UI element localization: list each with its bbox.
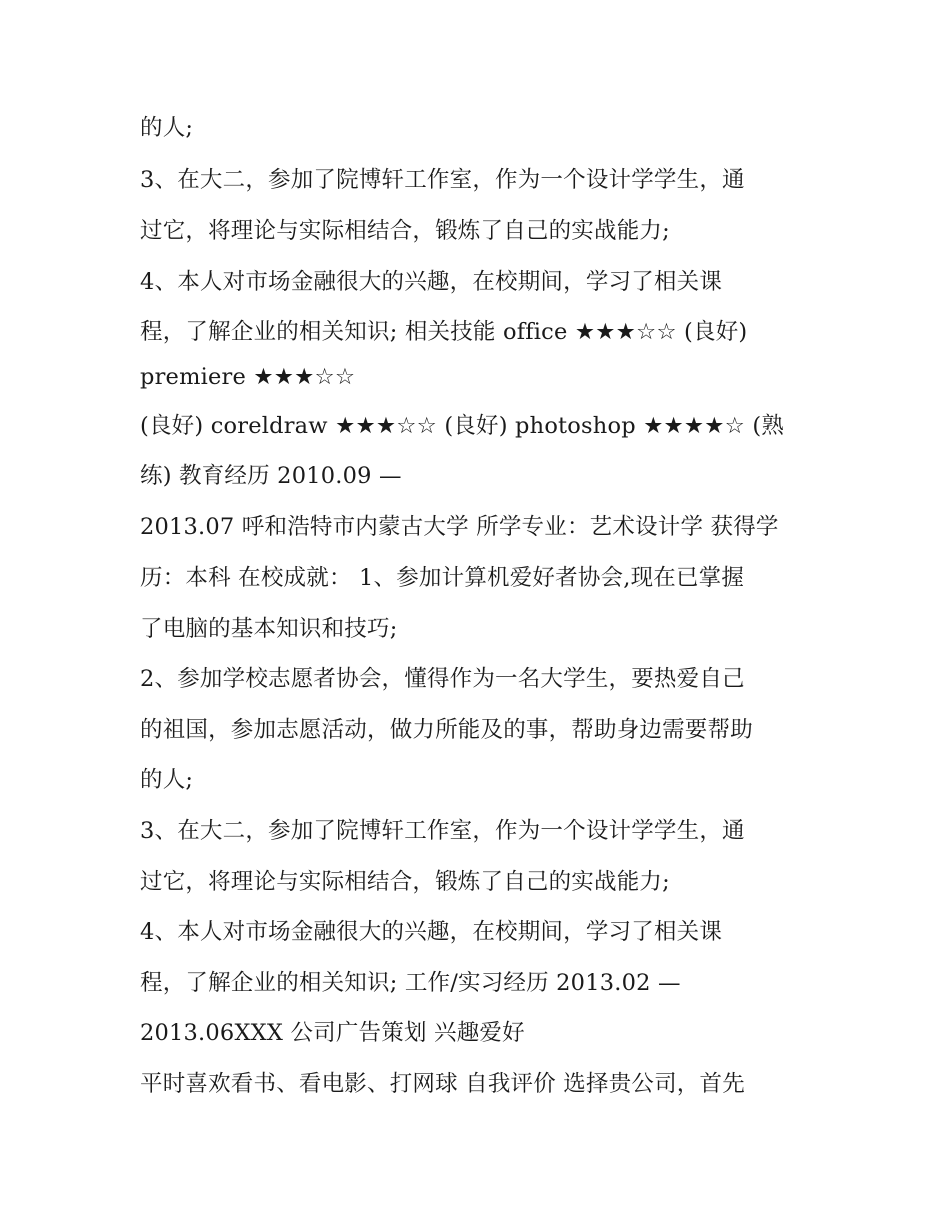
text-line-19: 2013.06XXX 公司广告策划 兴趣爱好 bbox=[140, 1020, 525, 1046]
text-line-3: 过它，将理论与实际相结合，锻炼了自己的实战能力; bbox=[140, 218, 670, 244]
text-line-8: 练) 教育经历 2010.09 — bbox=[140, 463, 402, 489]
text-line-11: 了电脑的基本知识和技巧; bbox=[140, 616, 398, 642]
text-line-5: 程，了解企业的相关知识; 相关技能 office ★★★☆☆ (良好) bbox=[140, 319, 748, 345]
text-line-6: premiere ★★★☆☆ bbox=[140, 364, 356, 390]
text-line-13: 的祖国，参加志愿活动，做力所能及的事，帮助身边需要帮助 bbox=[140, 717, 753, 743]
text-line-14: 的人; bbox=[140, 767, 194, 793]
text-line-17: 4、本人对市场金融很大的兴趣，在校期间，学习了相关课 bbox=[140, 919, 723, 945]
text-line-20: 平时喜欢看书、看电影、打网球 自我评价 选择贵公司，首先 bbox=[140, 1071, 745, 1097]
text-line-12: 2、参加学校志愿者协会，懂得作为一名大学生，要热爱自己 bbox=[140, 666, 745, 692]
text-line-2: 3、在大二，参加了院博轩工作室，作为一个设计学学生，通 bbox=[140, 167, 745, 193]
text-line-4: 4、本人对市场金融很大的兴趣，在校期间，学习了相关课 bbox=[140, 269, 723, 295]
text-line-15: 3、在大二，参加了院博轩工作室，作为一个设计学学生，通 bbox=[140, 818, 745, 844]
text-line-10: 历：本科 在校成就： 1、参加计算机爱好者协会,现在已掌握 bbox=[140, 565, 745, 591]
text-line-1: 的人; bbox=[140, 115, 194, 141]
text-line-18: 程，了解企业的相关知识; 工作/实习经历 2013.02 — bbox=[140, 970, 681, 996]
text-line-9: 2013.07 呼和浩特市内蒙古大学 所学专业：艺术设计学 获得学 bbox=[140, 514, 779, 540]
text-line-16: 过它，将理论与实际相结合，锻炼了自己的实战能力; bbox=[140, 869, 670, 895]
text-line-7: (良好) coreldraw ★★★☆☆ (良好) photoshop ★★★★☆ (熟 bbox=[140, 413, 785, 439]
